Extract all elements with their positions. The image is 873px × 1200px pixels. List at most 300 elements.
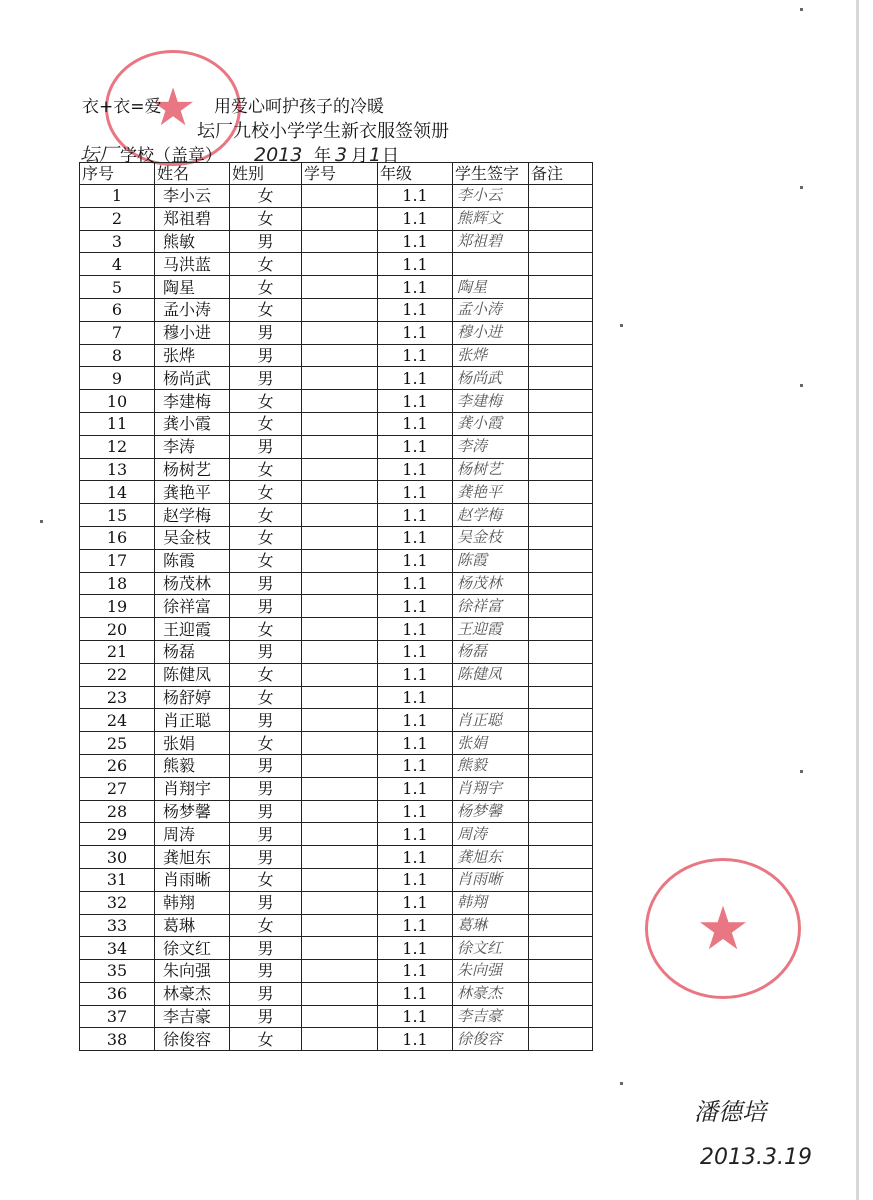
table-row — [80, 481, 593, 504]
cell-gender: 女 — [230, 276, 302, 299]
cell-no: 30 — [80, 846, 155, 869]
cell-grade: 1.1 — [378, 709, 453, 732]
roster-body — [80, 185, 593, 1051]
table-row — [80, 823, 593, 846]
cell-signature: 龚小霞 — [453, 412, 529, 435]
cell-signature: 李吉豪 — [453, 1005, 529, 1028]
star-icon: ★ — [696, 893, 750, 964]
page-title: 坛厂九校小学学生新衣服签领册 — [197, 121, 449, 142]
cell-student-id — [302, 1028, 378, 1051]
cell-note — [529, 823, 593, 846]
cell-no: 14 — [80, 481, 155, 504]
cell-gender: 男 — [230, 367, 302, 390]
cell-grade: 1.1 — [378, 1028, 453, 1051]
cell-grade: 1.1 — [378, 230, 453, 253]
cell-gender: 男 — [230, 435, 302, 458]
cell-student-id — [302, 868, 378, 891]
cell-no: 13 — [80, 458, 155, 481]
cell-grade: 1.1 — [378, 891, 453, 914]
cell-note — [529, 390, 593, 413]
cell-name: 吴金枝 — [155, 526, 230, 549]
cell-note — [529, 618, 593, 641]
cell-name: 李建梅 — [155, 390, 230, 413]
cell-note — [529, 412, 593, 435]
table-header-row — [80, 163, 593, 185]
cell-signature: 熊辉文 — [453, 207, 529, 230]
cell-name: 李小云 — [155, 185, 230, 208]
cell-grade: 1.1 — [378, 412, 453, 435]
table-row — [80, 709, 593, 732]
cell-no: 12 — [80, 435, 155, 458]
cell-student-id — [302, 640, 378, 663]
cell-gender: 男 — [230, 595, 302, 618]
cell-note — [529, 937, 593, 960]
cell-note — [529, 800, 593, 823]
cell-note — [529, 504, 593, 527]
cell-gender: 女 — [230, 253, 302, 276]
cell-gender: 男 — [230, 800, 302, 823]
cell-name: 韩翔 — [155, 891, 230, 914]
cell-gender: 男 — [230, 823, 302, 846]
cell-gender: 男 — [230, 777, 302, 800]
table-row — [80, 982, 593, 1005]
column-header-note: 备注 — [529, 163, 593, 185]
cell-student-id — [302, 982, 378, 1005]
cell-note — [529, 481, 593, 504]
cell-note — [529, 1005, 593, 1028]
cell-student-id — [302, 504, 378, 527]
cell-name: 李涛 — [155, 435, 230, 458]
cell-grade: 1.1 — [378, 185, 453, 208]
cell-signature: 李建梅 — [453, 390, 529, 413]
cell-grade: 1.1 — [378, 663, 453, 686]
cell-no: 20 — [80, 618, 155, 641]
cell-signature: 周涛 — [453, 823, 529, 846]
cell-no: 35 — [80, 960, 155, 983]
cell-grade: 1.1 — [378, 1005, 453, 1028]
school-label: 学校（盖章） — [120, 146, 222, 166]
cell-student-id — [302, 846, 378, 869]
cell-grade: 1.1 — [378, 754, 453, 777]
cell-no: 32 — [80, 891, 155, 914]
cell-grade: 1.1 — [378, 823, 453, 846]
cell-gender: 女 — [230, 732, 302, 755]
cell-student-id — [302, 253, 378, 276]
cell-no: 11 — [80, 412, 155, 435]
cell-name: 周涛 — [155, 823, 230, 846]
table-row — [80, 230, 593, 253]
cell-grade: 1.1 — [378, 686, 453, 709]
cell-name: 林豪杰 — [155, 982, 230, 1005]
cell-name: 杨梦馨 — [155, 800, 230, 823]
cell-student-id — [302, 618, 378, 641]
cell-gender: 男 — [230, 344, 302, 367]
cell-gender: 男 — [230, 982, 302, 1005]
cell-no: 10 — [80, 390, 155, 413]
cell-name: 陈健凤 — [155, 663, 230, 686]
cell-grade: 1.1 — [378, 732, 453, 755]
cell-gender: 男 — [230, 937, 302, 960]
cell-gender: 女 — [230, 390, 302, 413]
cell-signature: 李小云 — [453, 185, 529, 208]
cell-student-id — [302, 549, 378, 572]
table-row — [80, 686, 593, 709]
cell-gender: 女 — [230, 412, 302, 435]
year-handwritten: 2013 — [254, 144, 303, 166]
cell-name: 李吉豪 — [155, 1005, 230, 1028]
cell-no: 28 — [80, 800, 155, 823]
cell-no: 17 — [80, 549, 155, 572]
cell-grade: 1.1 — [378, 640, 453, 663]
cell-note — [529, 891, 593, 914]
cell-student-id — [302, 481, 378, 504]
cell-signature: 陈健凤 — [453, 663, 529, 686]
cell-signature: 朱向强 — [453, 960, 529, 983]
cell-name: 肖翔宇 — [155, 777, 230, 800]
table-row — [80, 846, 593, 869]
cell-signature: 王迎霞 — [453, 618, 529, 641]
cell-name: 杨树艺 — [155, 458, 230, 481]
column-header-student-id: 学号 — [302, 163, 378, 185]
cell-grade: 1.1 — [378, 572, 453, 595]
table-row — [80, 754, 593, 777]
cell-student-id — [302, 526, 378, 549]
cell-grade: 1.1 — [378, 914, 453, 937]
cell-student-id — [302, 800, 378, 823]
cell-student-id — [302, 777, 378, 800]
cell-note — [529, 709, 593, 732]
cell-no: 36 — [80, 982, 155, 1005]
cell-grade: 1.1 — [378, 504, 453, 527]
cell-signature: 龚艳平 — [453, 481, 529, 504]
cell-name: 徐俊容 — [155, 1028, 230, 1051]
table-row — [80, 458, 593, 481]
cell-grade: 1.1 — [378, 390, 453, 413]
cell-no: 9 — [80, 367, 155, 390]
table-row — [80, 572, 593, 595]
cell-student-id — [302, 230, 378, 253]
cell-grade: 1.1 — [378, 846, 453, 869]
speck — [800, 384, 803, 387]
cell-signature: 徐俊容 — [453, 1028, 529, 1051]
cell-signature — [453, 686, 529, 709]
cell-signature: 韩翔 — [453, 891, 529, 914]
table-row — [80, 777, 593, 800]
cell-gender: 女 — [230, 663, 302, 686]
table-row — [80, 207, 593, 230]
cell-student-id — [302, 754, 378, 777]
table-row — [80, 185, 593, 208]
cell-gender: 女 — [230, 914, 302, 937]
column-header-signature: 学生签字 — [453, 163, 529, 185]
cell-no: 19 — [80, 595, 155, 618]
cell-no: 37 — [80, 1005, 155, 1028]
cell-no: 33 — [80, 914, 155, 937]
cell-signature: 杨尚武 — [453, 367, 529, 390]
cell-signature: 肖翔宇 — [453, 777, 529, 800]
month-label: 月 — [351, 146, 368, 166]
cell-grade: 1.1 — [378, 800, 453, 823]
cell-name: 赵学梅 — [155, 504, 230, 527]
cell-name: 杨舒婷 — [155, 686, 230, 709]
cell-grade: 1.1 — [378, 526, 453, 549]
cell-name: 马洪蓝 — [155, 253, 230, 276]
cell-note — [529, 572, 593, 595]
speck — [800, 8, 803, 11]
cell-name: 龚旭东 — [155, 846, 230, 869]
cell-signature: 林豪杰 — [453, 982, 529, 1005]
cell-note — [529, 276, 593, 299]
day-handwritten: 1 — [368, 144, 382, 166]
cell-student-id — [302, 435, 378, 458]
cell-grade: 1.1 — [378, 937, 453, 960]
cell-note — [529, 344, 593, 367]
cell-note — [529, 367, 593, 390]
cell-signature: 吴金枝 — [453, 526, 529, 549]
cell-name: 肖正聪 — [155, 709, 230, 732]
column-header-name: 姓名 — [155, 163, 230, 185]
table-row — [80, 549, 593, 572]
cell-name: 陈霞 — [155, 549, 230, 572]
cell-note — [529, 253, 593, 276]
star-icon: ★ — [149, 78, 197, 138]
cell-no: 34 — [80, 937, 155, 960]
table-row — [80, 344, 593, 367]
cell-signature: 熊毅 — [453, 754, 529, 777]
cell-gender: 女 — [230, 458, 302, 481]
cell-signature: 郑祖碧 — [453, 230, 529, 253]
cell-name: 朱向强 — [155, 960, 230, 983]
cell-name: 龚小霞 — [155, 412, 230, 435]
cell-name: 龚艳平 — [155, 481, 230, 504]
cell-name: 熊敏 — [155, 230, 230, 253]
roster-table — [79, 162, 593, 1051]
cell-no: 3 — [80, 230, 155, 253]
cell-grade: 1.1 — [378, 207, 453, 230]
cell-gender: 女 — [230, 868, 302, 891]
cell-signature: 陶星 — [453, 276, 529, 299]
table-row — [80, 618, 593, 641]
speck — [620, 1082, 623, 1085]
table-row — [80, 412, 593, 435]
cell-no: 22 — [80, 663, 155, 686]
table-row — [80, 504, 593, 527]
cell-no: 23 — [80, 686, 155, 709]
cell-gender: 女 — [230, 185, 302, 208]
cell-gender: 女 — [230, 298, 302, 321]
table-row — [80, 321, 593, 344]
cell-signature: 杨树艺 — [453, 458, 529, 481]
table-row — [80, 1005, 593, 1028]
cell-signature: 赵学梅 — [453, 504, 529, 527]
cell-signature: 李涛 — [453, 435, 529, 458]
cell-gender: 男 — [230, 321, 302, 344]
table-row — [80, 732, 593, 755]
cell-note — [529, 640, 593, 663]
cell-gender: 女 — [230, 1028, 302, 1051]
cell-name: 杨尚武 — [155, 367, 230, 390]
cell-note — [529, 960, 593, 983]
school-handwritten: 坛厂 — [80, 144, 119, 166]
cell-signature: 张烨 — [453, 344, 529, 367]
cell-student-id — [302, 663, 378, 686]
cell-signature: 张娟 — [453, 732, 529, 755]
cell-note — [529, 549, 593, 572]
cell-signature: 孟小涛 — [453, 298, 529, 321]
table-row — [80, 1028, 593, 1051]
cell-student-id — [302, 595, 378, 618]
cell-gender: 男 — [230, 891, 302, 914]
cell-gender: 男 — [230, 709, 302, 732]
cell-grade: 1.1 — [378, 435, 453, 458]
cell-note — [529, 526, 593, 549]
cell-no: 24 — [80, 709, 155, 732]
cell-signature — [453, 253, 529, 276]
cell-note — [529, 754, 593, 777]
cell-student-id — [302, 686, 378, 709]
cell-student-id — [302, 344, 378, 367]
month-handwritten: 3 — [334, 144, 348, 166]
cell-signature: 杨茂林 — [453, 572, 529, 595]
cell-student-id — [302, 572, 378, 595]
speck — [800, 186, 803, 189]
cell-no: 26 — [80, 754, 155, 777]
cell-note — [529, 663, 593, 686]
cell-student-id — [302, 367, 378, 390]
year-label: 年 — [314, 146, 331, 166]
table-row — [80, 367, 593, 390]
official-stamp — [645, 858, 801, 999]
table-row — [80, 640, 593, 663]
cell-grade: 1.1 — [378, 367, 453, 390]
cell-grade: 1.1 — [378, 298, 453, 321]
cell-name: 郑祖碧 — [155, 207, 230, 230]
cell-gender: 女 — [230, 686, 302, 709]
table-row — [80, 663, 593, 686]
table-row — [80, 595, 593, 618]
cell-no: 1 — [80, 185, 155, 208]
cell-no: 21 — [80, 640, 155, 663]
table-row — [80, 800, 593, 823]
cell-note — [529, 230, 593, 253]
cell-note — [529, 298, 593, 321]
sign-date: 2013.3.19 — [700, 1145, 812, 1170]
cell-student-id — [302, 1005, 378, 1028]
cell-note — [529, 686, 593, 709]
cell-name: 徐文红 — [155, 937, 230, 960]
page-edge — [856, 0, 859, 1200]
cell-no: 16 — [80, 526, 155, 549]
cell-student-id — [302, 732, 378, 755]
cell-grade: 1.1 — [378, 960, 453, 983]
cell-signature: 徐祥富 — [453, 595, 529, 618]
table-row — [80, 914, 593, 937]
cell-note — [529, 595, 593, 618]
cell-gender: 女 — [230, 504, 302, 527]
table-row — [80, 390, 593, 413]
cell-student-id — [302, 321, 378, 344]
cell-student-id — [302, 207, 378, 230]
cell-signature: 陈霞 — [453, 549, 529, 572]
cell-grade: 1.1 — [378, 481, 453, 504]
table-row — [80, 298, 593, 321]
table-row — [80, 435, 593, 458]
cell-gender: 男 — [230, 640, 302, 663]
cell-grade: 1.1 — [378, 549, 453, 572]
cell-grade: 1.1 — [378, 618, 453, 641]
cell-grade: 1.1 — [378, 321, 453, 344]
cell-name: 张烨 — [155, 344, 230, 367]
column-header-gender: 姓别 — [230, 163, 302, 185]
cell-grade: 1.1 — [378, 253, 453, 276]
cell-gender: 男 — [230, 572, 302, 595]
cell-gender: 女 — [230, 207, 302, 230]
cell-signature: 肖正聪 — [453, 709, 529, 732]
day-label: 日 — [382, 146, 399, 166]
cell-student-id — [302, 937, 378, 960]
cell-student-id — [302, 276, 378, 299]
cell-signature: 肖雨晰 — [453, 868, 529, 891]
cell-grade: 1.1 — [378, 777, 453, 800]
cell-name: 杨茂林 — [155, 572, 230, 595]
signer-signature: 潘德培 — [694, 1098, 766, 1126]
cell-grade: 1.1 — [378, 982, 453, 1005]
cell-no: 7 — [80, 321, 155, 344]
cell-name: 杨磊 — [155, 640, 230, 663]
cell-note — [529, 185, 593, 208]
cell-student-id — [302, 412, 378, 435]
cell-grade: 1.1 — [378, 344, 453, 367]
table-row — [80, 526, 593, 549]
cell-note — [529, 868, 593, 891]
slogan: 衣+衣=爱 — [82, 97, 162, 117]
cell-note — [529, 458, 593, 481]
cell-note — [529, 777, 593, 800]
cell-name: 穆小进 — [155, 321, 230, 344]
cell-student-id — [302, 823, 378, 846]
cell-grade: 1.1 — [378, 458, 453, 481]
motto: 用爱心呵护孩子的冷暖 — [214, 97, 384, 117]
table-row — [80, 253, 593, 276]
cell-note — [529, 207, 593, 230]
cell-gender: 男 — [230, 754, 302, 777]
cell-student-id — [302, 891, 378, 914]
cell-no: 15 — [80, 504, 155, 527]
cell-no: 27 — [80, 777, 155, 800]
speck — [40, 520, 43, 523]
cell-gender: 女 — [230, 481, 302, 504]
cell-note — [529, 321, 593, 344]
cell-gender: 男 — [230, 230, 302, 253]
cell-name: 熊毅 — [155, 754, 230, 777]
cell-note — [529, 435, 593, 458]
cell-name: 王迎霞 — [155, 618, 230, 641]
cell-note — [529, 982, 593, 1005]
table-row — [80, 937, 593, 960]
cell-signature: 穆小进 — [453, 321, 529, 344]
table-row — [80, 960, 593, 983]
cell-no: 25 — [80, 732, 155, 755]
cell-gender: 男 — [230, 846, 302, 869]
cell-student-id — [302, 709, 378, 732]
cell-student-id — [302, 914, 378, 937]
cell-name: 陶星 — [155, 276, 230, 299]
cell-gender: 男 — [230, 960, 302, 983]
cell-name: 徐祥富 — [155, 595, 230, 618]
cell-student-id — [302, 458, 378, 481]
column-header-grade: 年级 — [378, 163, 453, 185]
column-header-no: 序号 — [80, 163, 155, 185]
